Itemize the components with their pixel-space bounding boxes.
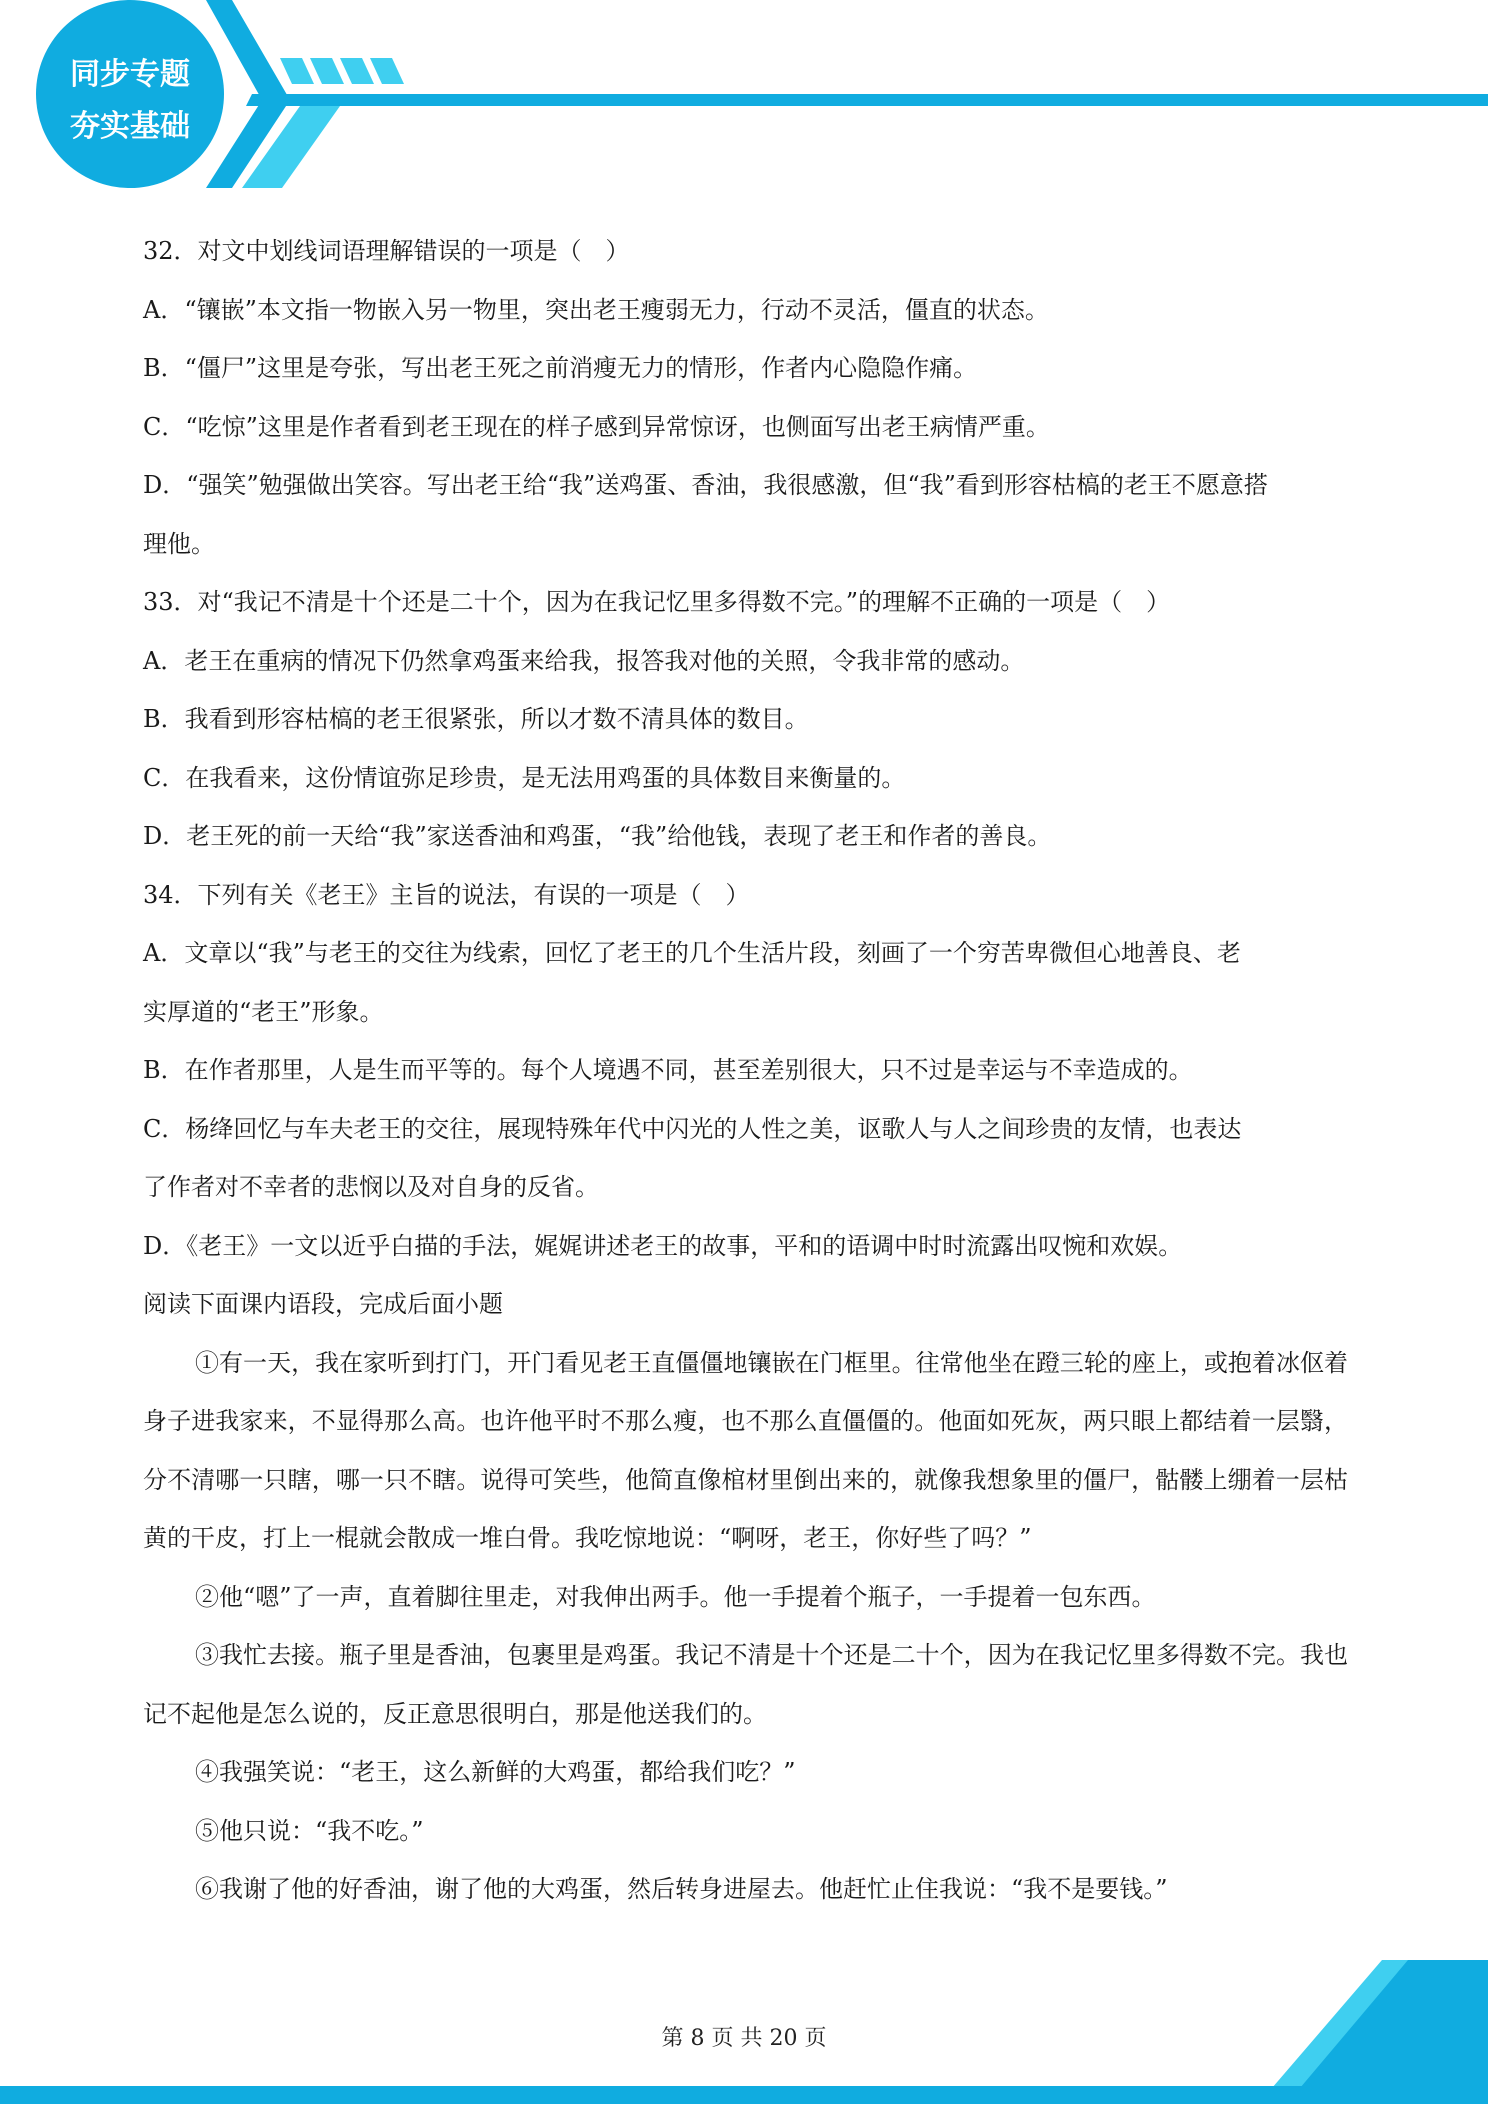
option-a-continued: 实厚道的“老王”形象。	[143, 997, 384, 1026]
reading-passage	[143, 1334, 1348, 1919]
option-a: A．老王在重病的情况下仍然拿鸡蛋来给我，报答我对他的关照，令我非常的感动。	[143, 646, 1025, 675]
passage-paragraph-3: ③我忙去接。瓶子里是香油，包裹里是鸡蛋。我记不清是十个还是二十个，因为在我记忆里多得数不完。我也记不起他是怎么说的，反正意思很明白，那是他送我们的。	[143, 1641, 1348, 1728]
option-c: C．杨绛回忆与车夫老王的交往，展现特殊年代中闪光的人性之美，讴歌人与人之间珍贵的友情，也表达	[143, 1114, 1242, 1143]
option-c: C．“吃惊”这里是作者看到老王现在的样子感到异常惊讶，也侧面写出老王病情严重。	[143, 412, 1050, 441]
badge-line-2: 夯实基础	[70, 109, 190, 144]
option-d: D．老王死的前一天给“我”家送香油和鸡蛋，“我”给他钱，表现了老王和作者的善良。	[143, 822, 1052, 850]
option-c-continued: 了作者对不幸者的悲悯以及对自身的反省。	[143, 1173, 599, 1201]
page-content	[143, 222, 1348, 1919]
passage-paragraph-6: ⑥我谢了他的好香油，谢了他的大鸡蛋，然后转身进屋去。他赶忙止住我说：“我不是要钱。”	[195, 1875, 1168, 1903]
reading-intro: 阅读下面课内语段，完成后面小题	[143, 1290, 503, 1318]
footer-band	[0, 2086, 1488, 2104]
option-a: A．“镶嵌”本文指一物嵌入另一物里，突出老王瘦弱无力，行动不灵活，僵直的状态。	[143, 295, 1049, 324]
question-stem: 33．对“我记不清是十个还是二十个，因为在我记忆里多得数不完。”的理解不正确的一项是（ ）	[143, 588, 1171, 616]
header-stripe-4	[370, 58, 404, 84]
question-34	[143, 866, 1348, 1276]
option-d: D．《老王》一文以近乎白描的手法，娓娓讲述老王的故事，平和的语调中时时流露出叹惋和欢娱。	[143, 1231, 1183, 1260]
header-stripe-2	[310, 58, 344, 84]
question-stem: 32．对文中划线词语理解错误的一项是（ ）	[143, 237, 630, 265]
option-c: C．在我看来，这份情谊弥足珍贵，是无法用鸡蛋的具体数目来衡量的。	[143, 763, 906, 792]
question-stem: 34．下列有关《老王》主旨的说法，有误的一项是（ ）	[143, 880, 750, 909]
option-b: B．在作者那里，人是生而平等的。每个人境遇不同，甚至差别很大，只不过是幸运与不幸造成的。	[143, 1056, 1193, 1084]
header-stripe-1	[280, 58, 314, 84]
option-b: B．“僵尸”这里是夸张，写出老王死之前消瘦无力的情形，作者内心隐隐作痛。	[143, 354, 978, 382]
page-number: 第 8 页 共 20 页	[661, 2026, 827, 2051]
passage-paragraph-1: ①有一天，我在家听到打门，开门看见老王直僵僵地镶嵌在门框里。往常他坐在蹬三轮的座上，或抱着冰伛着身子进我家来，不显得那么高。也许他平时不那么瘦，也不那么直僵僵的。他面如死灰，两只眼上都结着一层翳，分不清哪一只瞎，哪一只不瞎。说得可笑些，他简直像棺材里倒出来的，就像我想象里的僵尸，骷髅上绷着一层枯黄的干皮，打上一棍就会散成一堆白骨。我吃惊地说：“啊呀，老王，你好些了吗？”	[143, 1348, 1348, 1552]
question-32	[143, 222, 1348, 573]
header-stripe-3	[340, 58, 374, 84]
option-d: D．“强笑”勉强做出笑容。写出老王给“我”送鸡蛋、香油，我很感激，但“我”看到形容枯槁的老王不愿意搭	[143, 471, 1268, 499]
passage-paragraph-5: ⑤他只说：“我不吃。”	[195, 1816, 424, 1845]
option-a: A．文章以“我”与老王的交往为线索，回忆了老王的几个生活片段，刻画了一个穷苦卑微但心地善良、老	[143, 939, 1241, 967]
passage-paragraph-2: ②他“嗯”了一声，直着脚往里走，对我伸出两手。他一手提着个瓶子，一手提着一包东西。	[195, 1582, 1156, 1611]
badge-line-1: 同步专题	[70, 57, 190, 92]
header-band	[246, 94, 1488, 106]
option-b: B．我看到形容枯槁的老王很紧张，所以才数不清具体的数目。	[143, 705, 809, 733]
passage-paragraph-4: ④我强笑说：“老王，这么新鲜的大鸡蛋，都给我们吃？”	[195, 1758, 796, 1786]
question-33	[143, 573, 1348, 866]
section-badge	[36, 0, 224, 188]
option-d-continued: 理他。	[143, 529, 215, 558]
